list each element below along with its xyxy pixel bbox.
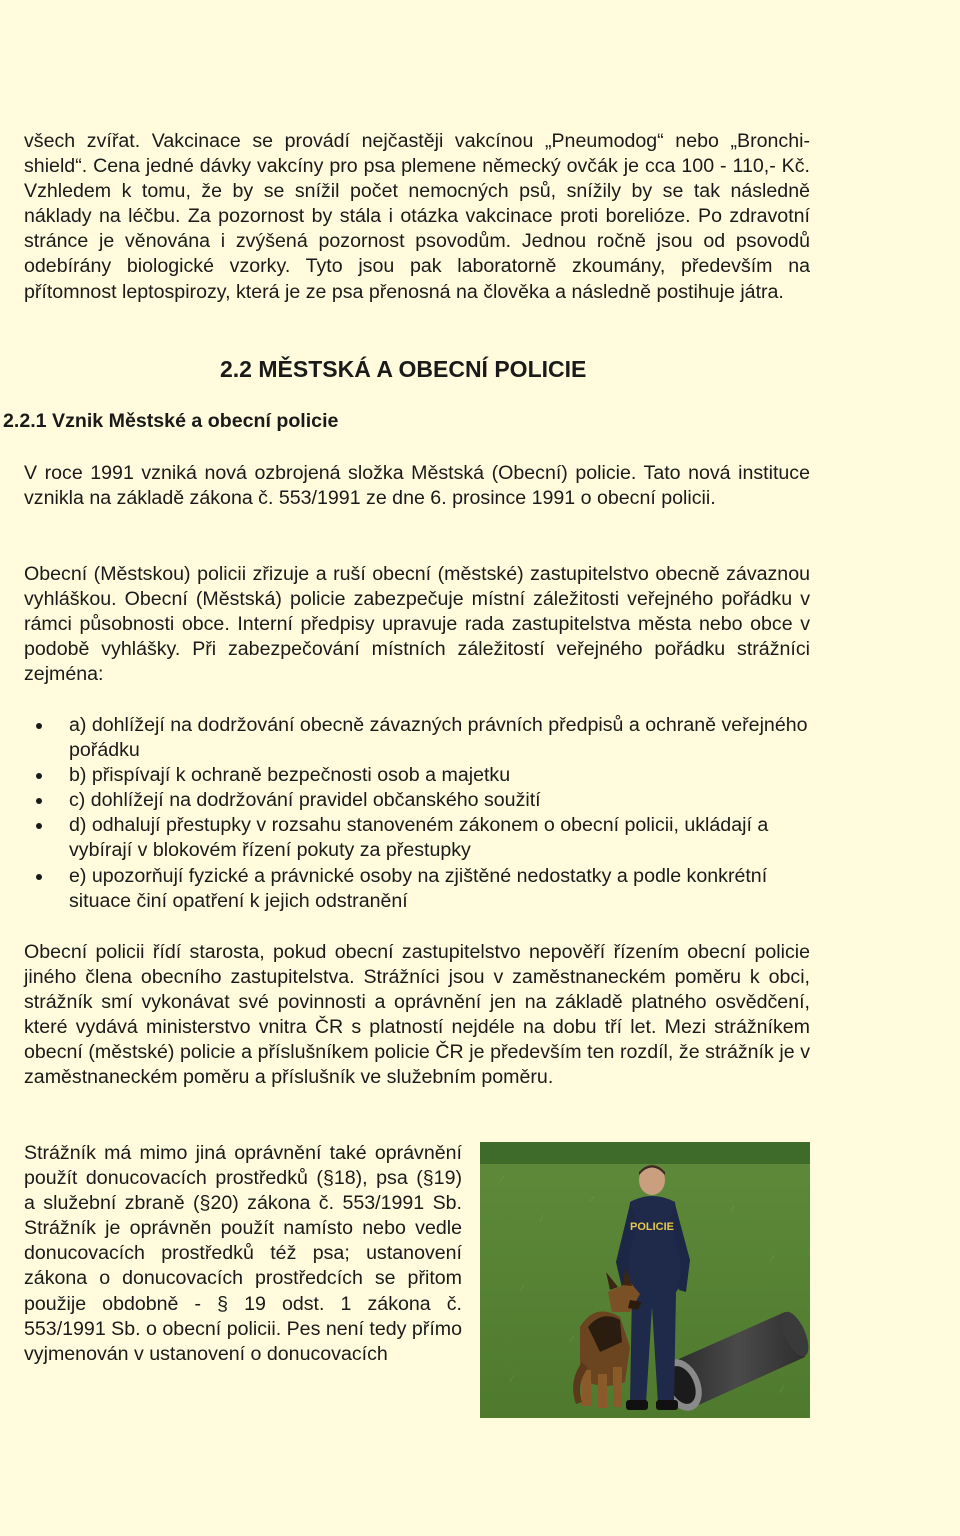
paragraph-opravneni: Strážník má mimo jiná oprávnění také oprávnění použít donucovacích prostředků (§18), psa (§19) a služební zbraně (§20) zákona č. 553/1991 Sb. Strážník je oprávněn použít namísto nebo vedle donucovacích prostředků též psa; ustanovení zákona o donucovacích prostředcích se přitom použije obdobně - § 19 odst. 1 zákona č. 553/1991 Sb. o obecní policii. Pes není tedy přímo vyjmenován v ustanovení o donucovacích <box>24 1142 462 1365</box>
list-item: b) přispívají k ochraně bezpečnosti osob a majetku <box>24 763 810 788</box>
list-item: d) odhalují přestupky v rozsahu stanoveném zákonem o obecní policii, ukládají a vybírají v blokovém řízení pokuty za přestupky <box>24 813 810 863</box>
bullet-icon <box>36 823 42 829</box>
bullet-icon <box>36 723 42 729</box>
list-item: a) dohlížejí na dodržování obecně závazných právních předpisů a ochraně veřejného pořádku <box>24 713 810 763</box>
list-item: e) upozorňují fyzické a právnické osoby na zjištěné nedostatky a podle konkrétní situace činí opatření k jejich odstranění <box>24 864 810 914</box>
subsection-heading: 2.2.1 Vznik Městské a obecní policie <box>3 410 339 432</box>
paragraph-vznik: V roce 1991 vzniká nová ozbrojená složka Městská (Obecní) policie. Tato nová instituce vznikla na základě zákona č. 553/1991 ze dne 6. prosince 1991 o obecní policii. <box>24 462 810 510</box>
photo-illustration <box>480 1142 810 1418</box>
list-item: c) dohlížejí na dodržování pravidel občanského soužití <box>24 788 810 813</box>
bullet-icon <box>36 773 42 779</box>
bullet-icon <box>36 798 42 804</box>
section-heading: 2.2 MĚSTSKÁ A OBECNÍ POLICIE <box>220 356 587 382</box>
police-dog-photo <box>480 1142 810 1418</box>
vest-label: POLICIE <box>629 1221 675 1233</box>
bullet-icon <box>36 874 42 880</box>
paragraph-zrizuje: Obecní (Městskou) policii zřizuje a ruší obecní (městské) zastupitelstvo obecně závaznou vyhláškou. Obecní (Městská) policie zabezpečuje místní záležitosti veřejného pořádku v rámci působnosti obce. Interní předpisy upravuje rada zastupitelstva města nebo obce v podobě vyhlášky. Při zabezpečování místních záležitostí veřejného pořádku strážníci zejména: <box>24 563 810 686</box>
paragraph-vakcinace: všech zvířat. Vakcinace se provádí nejčastěji vakcínou „Pneumodog“ nebo „Bronchi-shield“. Cena jedné dávky vakcíny pro psa plemene německý ovčák je cca 100 - 110,- Kč. Vzhledem k tomu, že by se snížil počet nemocných psů, snížily by se tak následně náklady na léčbu. Za pozornost by stála i otázka vakcinace proti borelióze. Po zdravotní stránce je věnována i zvýšená pozornost psovodům. Jednou ročně jsou od psovodů odebírány biologické vzorky. Tyto jsou pak laboratorně zkoumány, především na přítomnost leptospirozy, která je ze psa přenosná na člověka a následně postihuje játra. <box>24 130 810 303</box>
paragraph-ridi: Obecní policii řídí starosta, pokud obecní zastupitelstvo nepověří řízením obecní policie jiného člena obecního zastupitelstva. Strážníci jsou v zaměstnaneckém poměru k obci, strážník smí vykonávat své povinnosti a oprávnění jen na základě platného osvědčení, které vydává ministerstvo vnitra ČR s platností nejdéle na dobu tří let. Mezi strážníkem obecní (městské) policie a příslušníkem policie ČR je především ten rozdíl, že strážník je v zaměstnaneckém poměru a příslušník ve služebním poměru. <box>24 941 810 1089</box>
duties-list <box>24 713 810 914</box>
